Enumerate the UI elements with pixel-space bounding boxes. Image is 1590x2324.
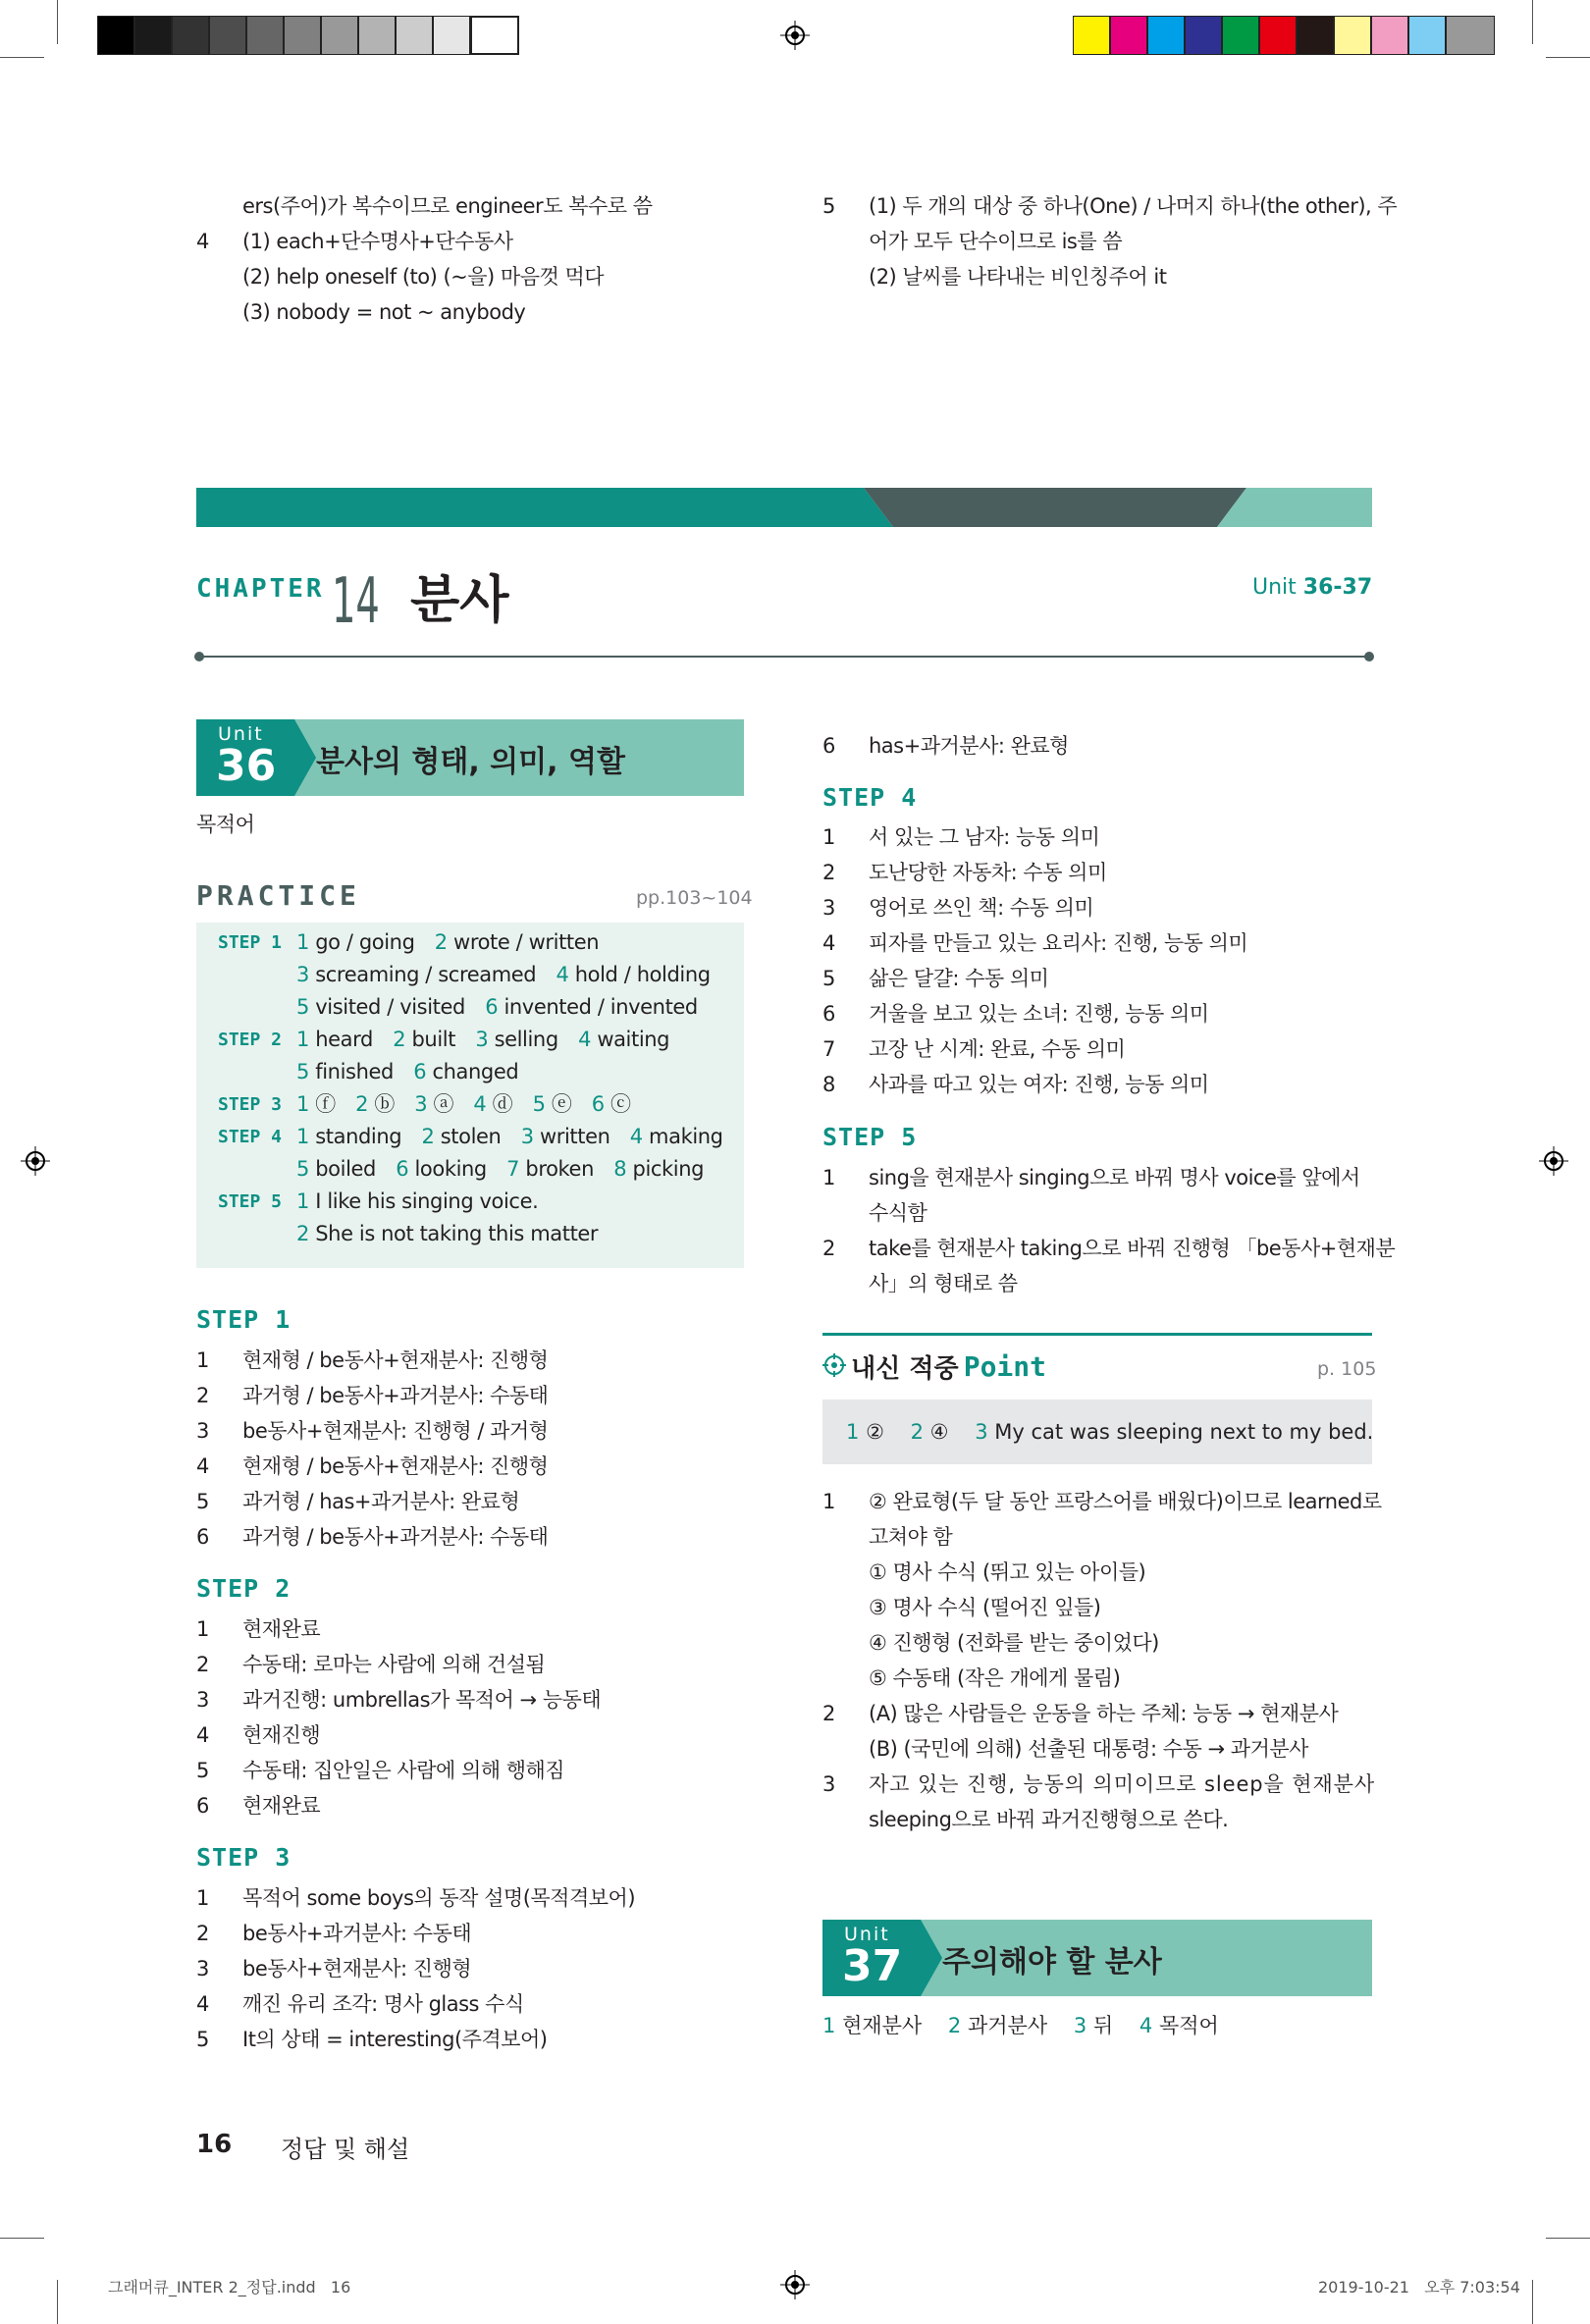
unit37-answers: 1 현재분사 2 과거분사 3 뒤 4 목적어 xyxy=(822,2014,1219,2037)
unit37-label: Unit xyxy=(844,1924,890,1945)
unit-prefix: Unit xyxy=(1252,575,1297,600)
practice-line: 1 go / going 2 wrote / written xyxy=(296,930,600,954)
answer-line: 어가 모두 단수이므로 is를 씀 xyxy=(869,230,1123,253)
unit37-header xyxy=(822,1920,1372,1996)
unit37-title: 주의해야 할 분사 xyxy=(942,1945,1162,1980)
practice-pages: pp.103~104 xyxy=(636,887,753,909)
continuation-line: ers(주어)가 복수이므로 engineer도 복수로 씀 xyxy=(242,194,653,218)
naesin-answers: 1 ② 2 ④ 3 My cat was sleeping next to my bed. xyxy=(846,1420,1374,1444)
practice-line: 1 ⓕ 2 ⓑ 3 ⓐ 4 ⓓ 5 ⓔ 6 ⓒ xyxy=(296,1092,631,1116)
naesin-page: p. 105 xyxy=(1317,1358,1377,1380)
badge-notch xyxy=(294,719,316,796)
chapter-unit-range xyxy=(1252,575,1372,600)
registration-mark-bottom xyxy=(780,2270,810,2299)
unit36-label: Unit xyxy=(218,723,264,745)
unit36-answer: 목적어 xyxy=(196,813,255,836)
item-number: 5 xyxy=(822,194,836,218)
practice-step-label: STEP 1 xyxy=(218,932,283,953)
chapter-label: CHAPTER xyxy=(196,574,325,604)
step-heading: STEP 3 xyxy=(196,1843,292,1872)
practice-line: 1 I like his singing voice. xyxy=(296,1189,539,1213)
practice-line: 5 finished 6 changed xyxy=(296,1060,519,1083)
print-timestamp: 2019-10-21 오후 7:03:54 xyxy=(1318,2278,1520,2297)
step-heading: STEP 1 xyxy=(196,1305,292,1334)
answer-line: (1) 두 개의 대상 중 하나(One) / 나머지 하나(the other), 주 xyxy=(869,194,1398,218)
naesin-title-ko: 내신 적중 xyxy=(851,1354,959,1384)
practice-line: 1 heard 2 built 3 selling 4 waiting xyxy=(296,1028,670,1051)
registration-mark-right xyxy=(1539,1146,1568,1176)
naesin-top-rule xyxy=(822,1333,1372,1336)
answer-line: (2) help oneself (to) (~을) 마음껏 먹다 xyxy=(242,265,605,289)
page-number: 16 xyxy=(196,2130,233,2159)
step-heading: STEP 2 xyxy=(196,1574,292,1603)
step-heading: STEP 4 xyxy=(822,783,918,812)
chapter-title: 분사 xyxy=(410,571,509,630)
chapter-number: 14 xyxy=(332,565,380,638)
naesin-header xyxy=(822,1348,1046,1385)
footer-label: 정답 및 해설 xyxy=(281,2136,410,2163)
unit-range: 36-37 xyxy=(1302,575,1373,600)
practice-line: 3 screaming / screamed 4 hold / holding xyxy=(296,963,711,986)
naesin-title-en: Point xyxy=(963,1350,1047,1383)
unit37-number: 37 xyxy=(842,1941,903,1991)
practice-line: 1 standing 2 stolen 3 written 4 making xyxy=(296,1125,723,1148)
unit36-number: 36 xyxy=(216,741,277,791)
unit36-title: 분사의 형태, 의미, 역할 xyxy=(316,745,625,779)
practice-step-label: STEP 5 xyxy=(218,1191,283,1212)
item-number: 4 xyxy=(196,230,210,253)
naesin-answer-box xyxy=(822,1400,1372,1464)
practice-step-label: STEP 4 xyxy=(218,1127,283,1147)
practice-heading: PRACTICE xyxy=(196,879,360,912)
badge-notch xyxy=(921,1920,942,1996)
answer-line: (3) nobody = not ~ anybody xyxy=(242,300,526,324)
unit36-header xyxy=(196,719,744,796)
practice-line: 2 She is not taking this matter xyxy=(296,1222,599,1245)
practice-line: 5 visited / visited 6 invented / invented xyxy=(296,995,698,1019)
answer-line: (1) each+단수명사+단수동사 xyxy=(242,230,513,253)
registration-mark-top xyxy=(780,21,810,50)
practice-step-label: STEP 2 xyxy=(218,1030,283,1050)
chapter-banner xyxy=(196,488,1372,527)
step-heading: STEP 5 xyxy=(822,1123,918,1151)
practice-step-label: STEP 3 xyxy=(218,1094,283,1115)
chapter-divider xyxy=(192,650,1376,663)
registration-mark-left xyxy=(21,1146,50,1176)
target-icon xyxy=(822,1353,846,1381)
file-slug: 그래머큐_INTER 2_정답.indd 16 xyxy=(108,2278,351,2297)
practice-line: 5 boiled 6 looking 7 broken 8 picking xyxy=(296,1157,705,1181)
answer-line: (2) 날씨를 나타내는 비인칭주어 it xyxy=(869,265,1167,289)
